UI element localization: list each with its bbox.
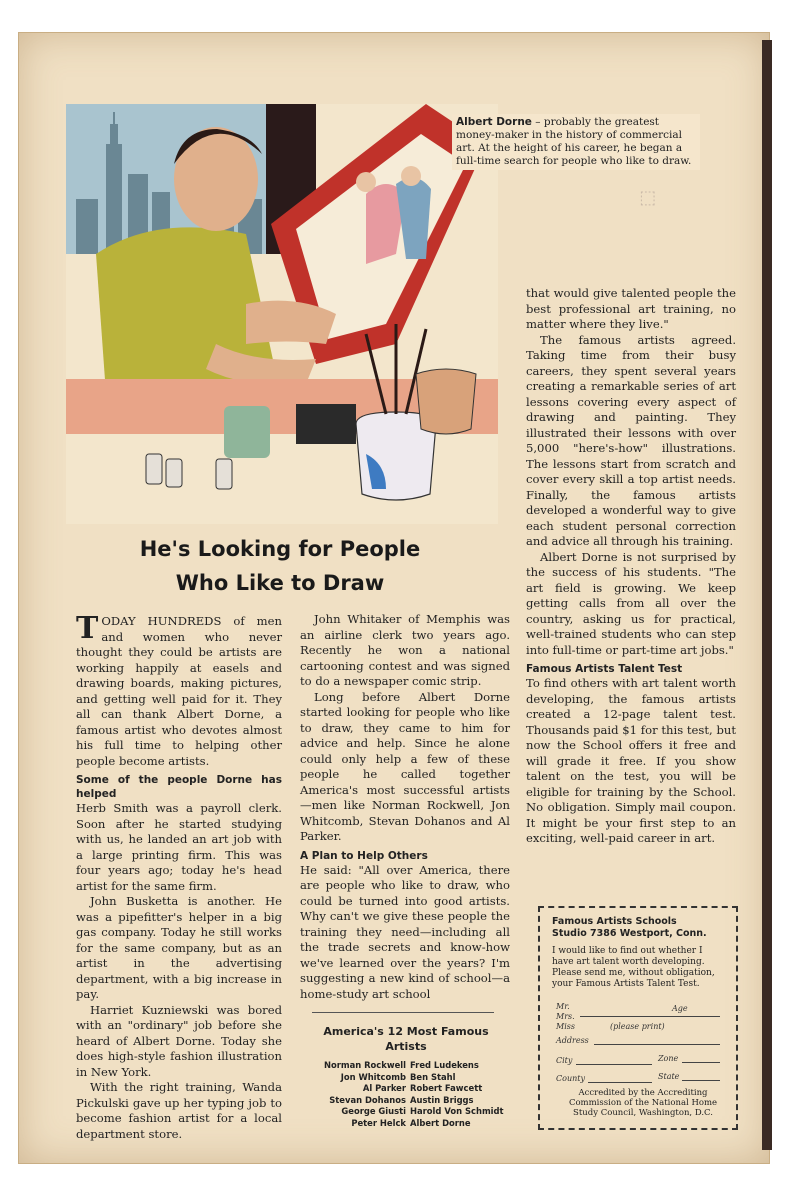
coupon-school-name: Famous Artists Schools xyxy=(552,916,677,927)
zone-field[interactable] xyxy=(682,1062,720,1063)
artist-name: George Giusti xyxy=(341,1106,406,1116)
city-field[interactable] xyxy=(576,1064,652,1065)
artist-name: Austin Briggs xyxy=(410,1094,474,1105)
mail-coupon[interactable] xyxy=(538,906,738,1130)
please-print-label: (please print) xyxy=(610,1022,665,1031)
artist-name: Al Parker xyxy=(362,1083,406,1093)
zone-label: Zone xyxy=(658,1054,679,1063)
artist-name: Jon Whitcomb xyxy=(340,1071,406,1082)
drop-cap: T xyxy=(76,611,99,646)
paragraph: Harriet Kuzniewski was bored with an "ordinary" job before she heard of Albert Dorne. Today she does high-style fashion illustration in New York. xyxy=(76,1002,282,1079)
headline xyxy=(60,532,500,600)
article-column-2 xyxy=(300,612,510,1002)
paragraph: Herb Smith was a payroll clerk. Soon after he started studying with us, he landed an art job with a large printing firm. This was four years ago; today he's head artist for the same firm. xyxy=(76,801,282,893)
lead-small-caps: ODAY HUNDREDS xyxy=(101,614,222,628)
paragraph: John Whitaker of Memphis was an airline clerk two years ago. Recently he won a national cartooning contest and was signed to do a newspaper comic strip. xyxy=(300,612,510,688)
headline-line-2: Who Like to Draw xyxy=(175,571,385,595)
artist-illustration xyxy=(66,104,498,524)
county-label: County xyxy=(556,1074,585,1083)
famous-artists-box xyxy=(306,1024,506,1129)
lead-text: of men and women who never thought they could be artists are working happily at easels and drawing boards, making pictures, and getting well paid for it. They all can thank Albert Dorne, a famous artist who devotes almost his full time to helping other people become artists. xyxy=(76,614,283,768)
date-stamp: ⬚ xyxy=(638,189,660,208)
paragraph: The famous artists agreed. Taking time from their busy careers, they spent several years creating a remarkable series of art lessons covering every aspect of drawing and painting. They illustrated their lessons with over 5,000 "here's-how" illustrations. The lessons start from scratch and cover every skill a top artist needs. Finally, the famous artists developed a wonderful way to give each student personal correction and advice all through his training. xyxy=(526,332,736,548)
artist-name: Fred Ludekens xyxy=(410,1060,479,1070)
famous-artists-list xyxy=(306,1060,506,1129)
caption-name: Albert Dorne xyxy=(456,116,532,128)
paragraph: Long before Albert Dorne started looking for people who like to draw, they came to him for advice and help. Since he alone could only help a few of these people he called together America's most successful artists —men like Norman Rockwell, Jon Whitcomb, Stevan Dohanos and Al Parker. xyxy=(300,689,510,843)
paragraph: With the right training, Wanda Pickulski gave up her typing job to become fashion artist for a local department store. xyxy=(76,1080,282,1141)
subhead-plan: A Plan to Help Others xyxy=(300,849,428,862)
age-label: Age xyxy=(672,1004,688,1013)
lead-paragraph xyxy=(76,611,283,769)
artist-name: Albert Dorne xyxy=(410,1117,471,1128)
famous-artists-title: America's 12 Most Famous Artists xyxy=(323,1025,489,1053)
coupon-studio: Studio 7386 Westport, Conn. xyxy=(552,928,707,939)
city-label: City xyxy=(556,1056,573,1065)
paragraph: Albert Dorne is not surprised by the success of his students. "The art field is growing. We keep getting calls from all over the country, asking us for practical, well-trained students who can step into full-time or part-time art jobs." xyxy=(526,549,736,657)
artist-name: Harold Von Schmidt xyxy=(410,1106,504,1116)
coupon-header xyxy=(552,916,736,940)
paragraph: that would give talented people the best professional art training, no matter where they live." xyxy=(526,286,736,331)
mr-label: Mr. xyxy=(556,1002,570,1011)
caption-text: – probably the greatest money-maker in the history of commercial art. At the height of his career, he began a full-time search for people who like to draw. xyxy=(456,116,692,167)
article-column-3 xyxy=(526,286,736,847)
headline-line-1: He's Looking for People xyxy=(139,537,421,561)
state-field[interactable] xyxy=(682,1080,720,1081)
mrs-label: Mrs. xyxy=(556,1012,575,1021)
accreditation-note: Accredited by the Accrediting Commission of the National Home Study Council, Washington, D.C. xyxy=(568,1088,718,1118)
artist-name: Stevan Dohanos xyxy=(329,1094,406,1105)
miss-label: Miss xyxy=(556,1022,575,1031)
paragraph: He said: "All over America, there are people who like to draw, who could be turned into good artists. Why can't we give these people the training they need—including all the trade secrets and know-how we've learned over the years? I'm suggesting a new kind of school—a home-study art school xyxy=(300,862,510,1001)
paragraph: John Busketta is another. He was a pipefitter's helper in a big gas company. Today he still works for the same company, but as an artist in the advertising department, with a big increase in pay. xyxy=(76,894,282,1001)
artist-name: Norman Rockwell xyxy=(323,1060,406,1070)
artist-name: Ben Stahl xyxy=(410,1071,456,1082)
subhead-people-helped: Some of the people Dorne has helped xyxy=(76,774,282,800)
address-label: Address xyxy=(556,1036,589,1045)
county-field[interactable] xyxy=(588,1082,652,1083)
cover-edge xyxy=(762,40,772,1150)
coupon-body: I would like to find out whether I have art talent worth developing. Please send me, without obligation, your Famous Artists Talent Test. xyxy=(552,946,715,989)
paragraph: To find others with art talent worth developing, the famous artists created a 12-page talent test. Thousands paid $1 for this test, but now the School offers it free and will grade it free. If you show talent on the test, you will be eligible for training by the School. No obligation. Simply mail coupon. It might be your first step to an exciting, well-paid career in art. xyxy=(526,676,736,845)
artist-name: Peter Helck xyxy=(351,1117,406,1128)
divider xyxy=(312,1012,494,1013)
artist-name: Robert Fawcett xyxy=(410,1083,483,1093)
address-field[interactable] xyxy=(594,1044,720,1045)
state-label: State xyxy=(658,1072,680,1081)
article-column-1 xyxy=(76,611,283,1142)
illustration-caption xyxy=(452,114,700,170)
subhead-talent-test: Famous Artists Talent Test xyxy=(526,663,683,675)
name-field[interactable] xyxy=(580,1016,720,1017)
